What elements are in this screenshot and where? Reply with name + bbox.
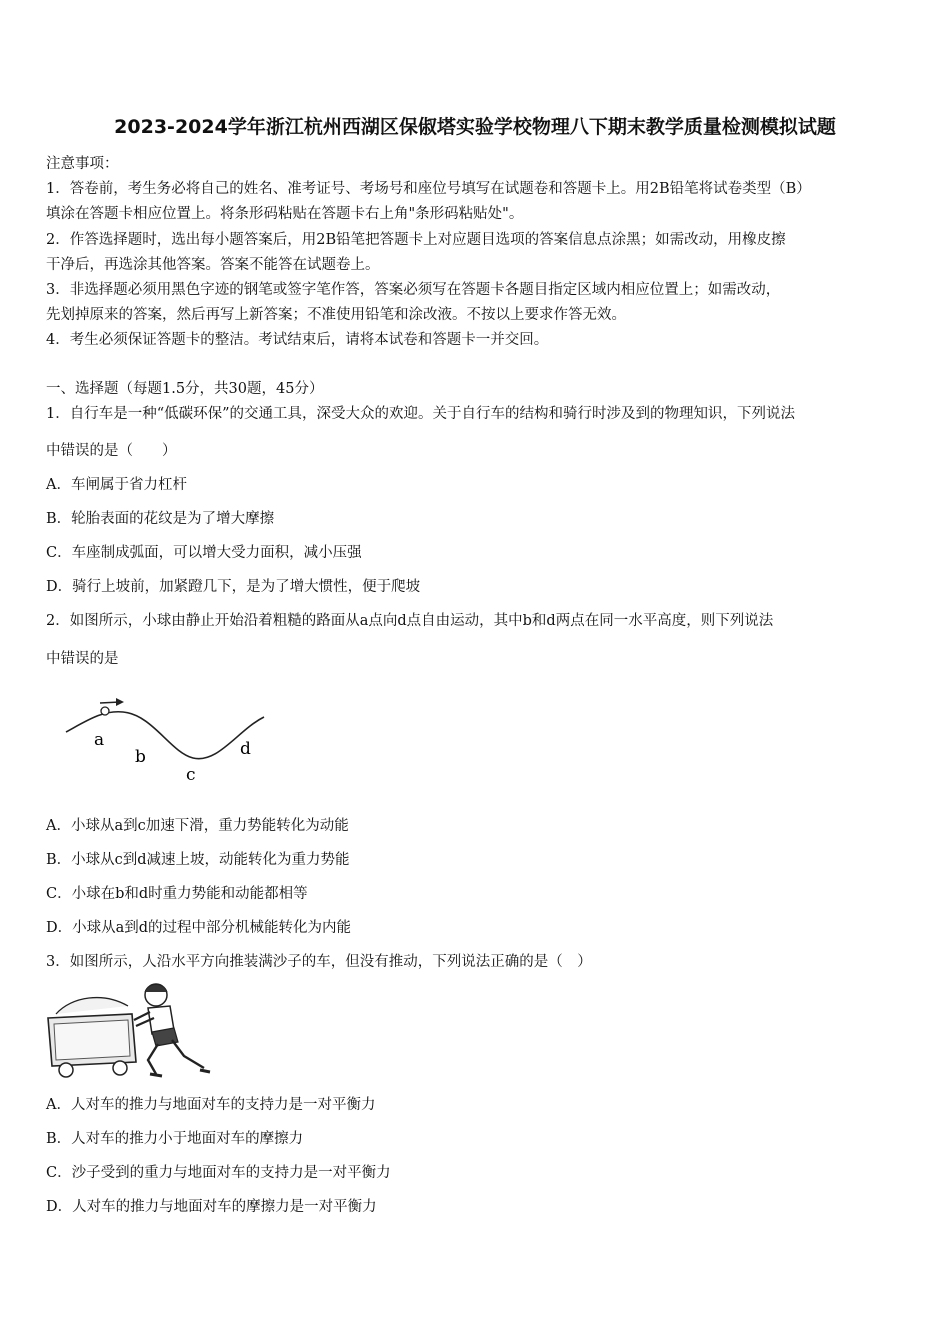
section-heading: 一、选择题（每题1.5分，共30题，45分） [46,381,324,397]
q2-stem-cont: 中错误的是 [46,651,119,667]
cart-wheel [59,1063,73,1077]
cart-wheel [113,1061,127,1075]
q3-option-a: A．人对车的推力与地面对车的支持力是一对平衡力 [46,1097,376,1113]
label-b: b [135,747,146,767]
notice-line: 先划掉原来的答案，然后再写上新答案；不准使用铅笔和涂改液。不按以上要求作答无效。 [46,307,626,323]
q2-option-b: B．小球从c到d减速上坡，动能转化为重力势能 [46,852,350,868]
q3-option-b: B．人对车的推力小于地面对车的摩擦力 [46,1131,304,1147]
person-legs [148,1040,204,1074]
q1-option-c: C．车座制成弧面，可以增大受力面积，减小压强 [46,545,362,561]
q1-option-b: B．轮胎表面的花纹是为了增大摩擦 [46,511,275,527]
q1-stem: 1．自行车是一种“低碳环保”的交通工具，深受大众的欢迎。关于自行车的结构和骑行时涉及到的物理知识，下列说法 [46,406,796,422]
q3-push-cart-figure [44,980,219,1082]
notice-line: 2．作答选择题时，选出每小题答案后，用2B铅笔把答题卡上对应题目选项的答案信息点涂黑；如需改动，用橡皮擦 [46,232,786,248]
label-a: a [94,730,105,750]
sand-pile [56,998,128,1014]
q2-option-d: D．小球从a到d的过程中部分机械能转化为内能 [46,920,352,936]
q3-stem: 3．如图所示，人沿水平方向推装满沙子的车，但没有推动，下列说法正确的是（ ） [46,954,592,970]
q2-option-a: A．小球从a到c加速下滑，重力势能转化为动能 [46,818,349,834]
notice-heading: 注意事项： [46,156,119,172]
q1-option-a: A．车闸属于省力杠杆 [46,477,187,493]
notice-line: 1．答卷前，考生务必将自己的姓名、准考证号、考场号和座位号填写在试题卷和答题卡上。用2B铅笔将试卷类型（B） [46,181,811,197]
label-c: c [186,765,196,785]
notice-line: 填涂在答题卡相应位置上。将条形码粘贴在答题卡右上角"条形码粘贴处"。 [46,206,524,222]
q2-track-figure [58,690,273,790]
q2-option-c: C．小球在b和d时重力势能和动能都相等 [46,886,308,902]
notice-line: 3．非选择题必须用黑色字迹的钢笔或签字笔作答，答案必须写在答题卡各题目指定区域内相应位置上；如需改动， [46,282,781,298]
q3-option-d: D．人对车的推力与地面对车的摩擦力是一对平衡力 [46,1199,377,1215]
motion-arrow-head [116,698,124,706]
ball [101,707,109,715]
exam-title: 2023-2024学年浙江杭州西湖区保俶塔实验学校物理八下期末教学质量检测模拟试题 [114,116,836,138]
label-d: d [240,739,251,759]
notice-line: 4．考生必须保证答题卡的整洁。考试结束后，请将本试卷和答题卡一并交回。 [46,332,549,348]
q3-option-c: C．沙子受到的重力与地面对车的支持力是一对平衡力 [46,1165,391,1181]
q2-stem: 2．如图所示，小球由静止开始沿着粗糙的路面从a点向d点自由运动，其中b和d两点在同一水平高度，则下列说法 [46,613,774,629]
q1-option-d: D．骑行上坡前，加紧蹬几下，是为了增大惯性，便于爬坡 [46,579,421,595]
notice-line: 干净后，再选涂其他答案。答案不能答在试题卷上。 [46,257,380,273]
q1-stem-cont: 中错误的是（ ） [46,443,177,459]
